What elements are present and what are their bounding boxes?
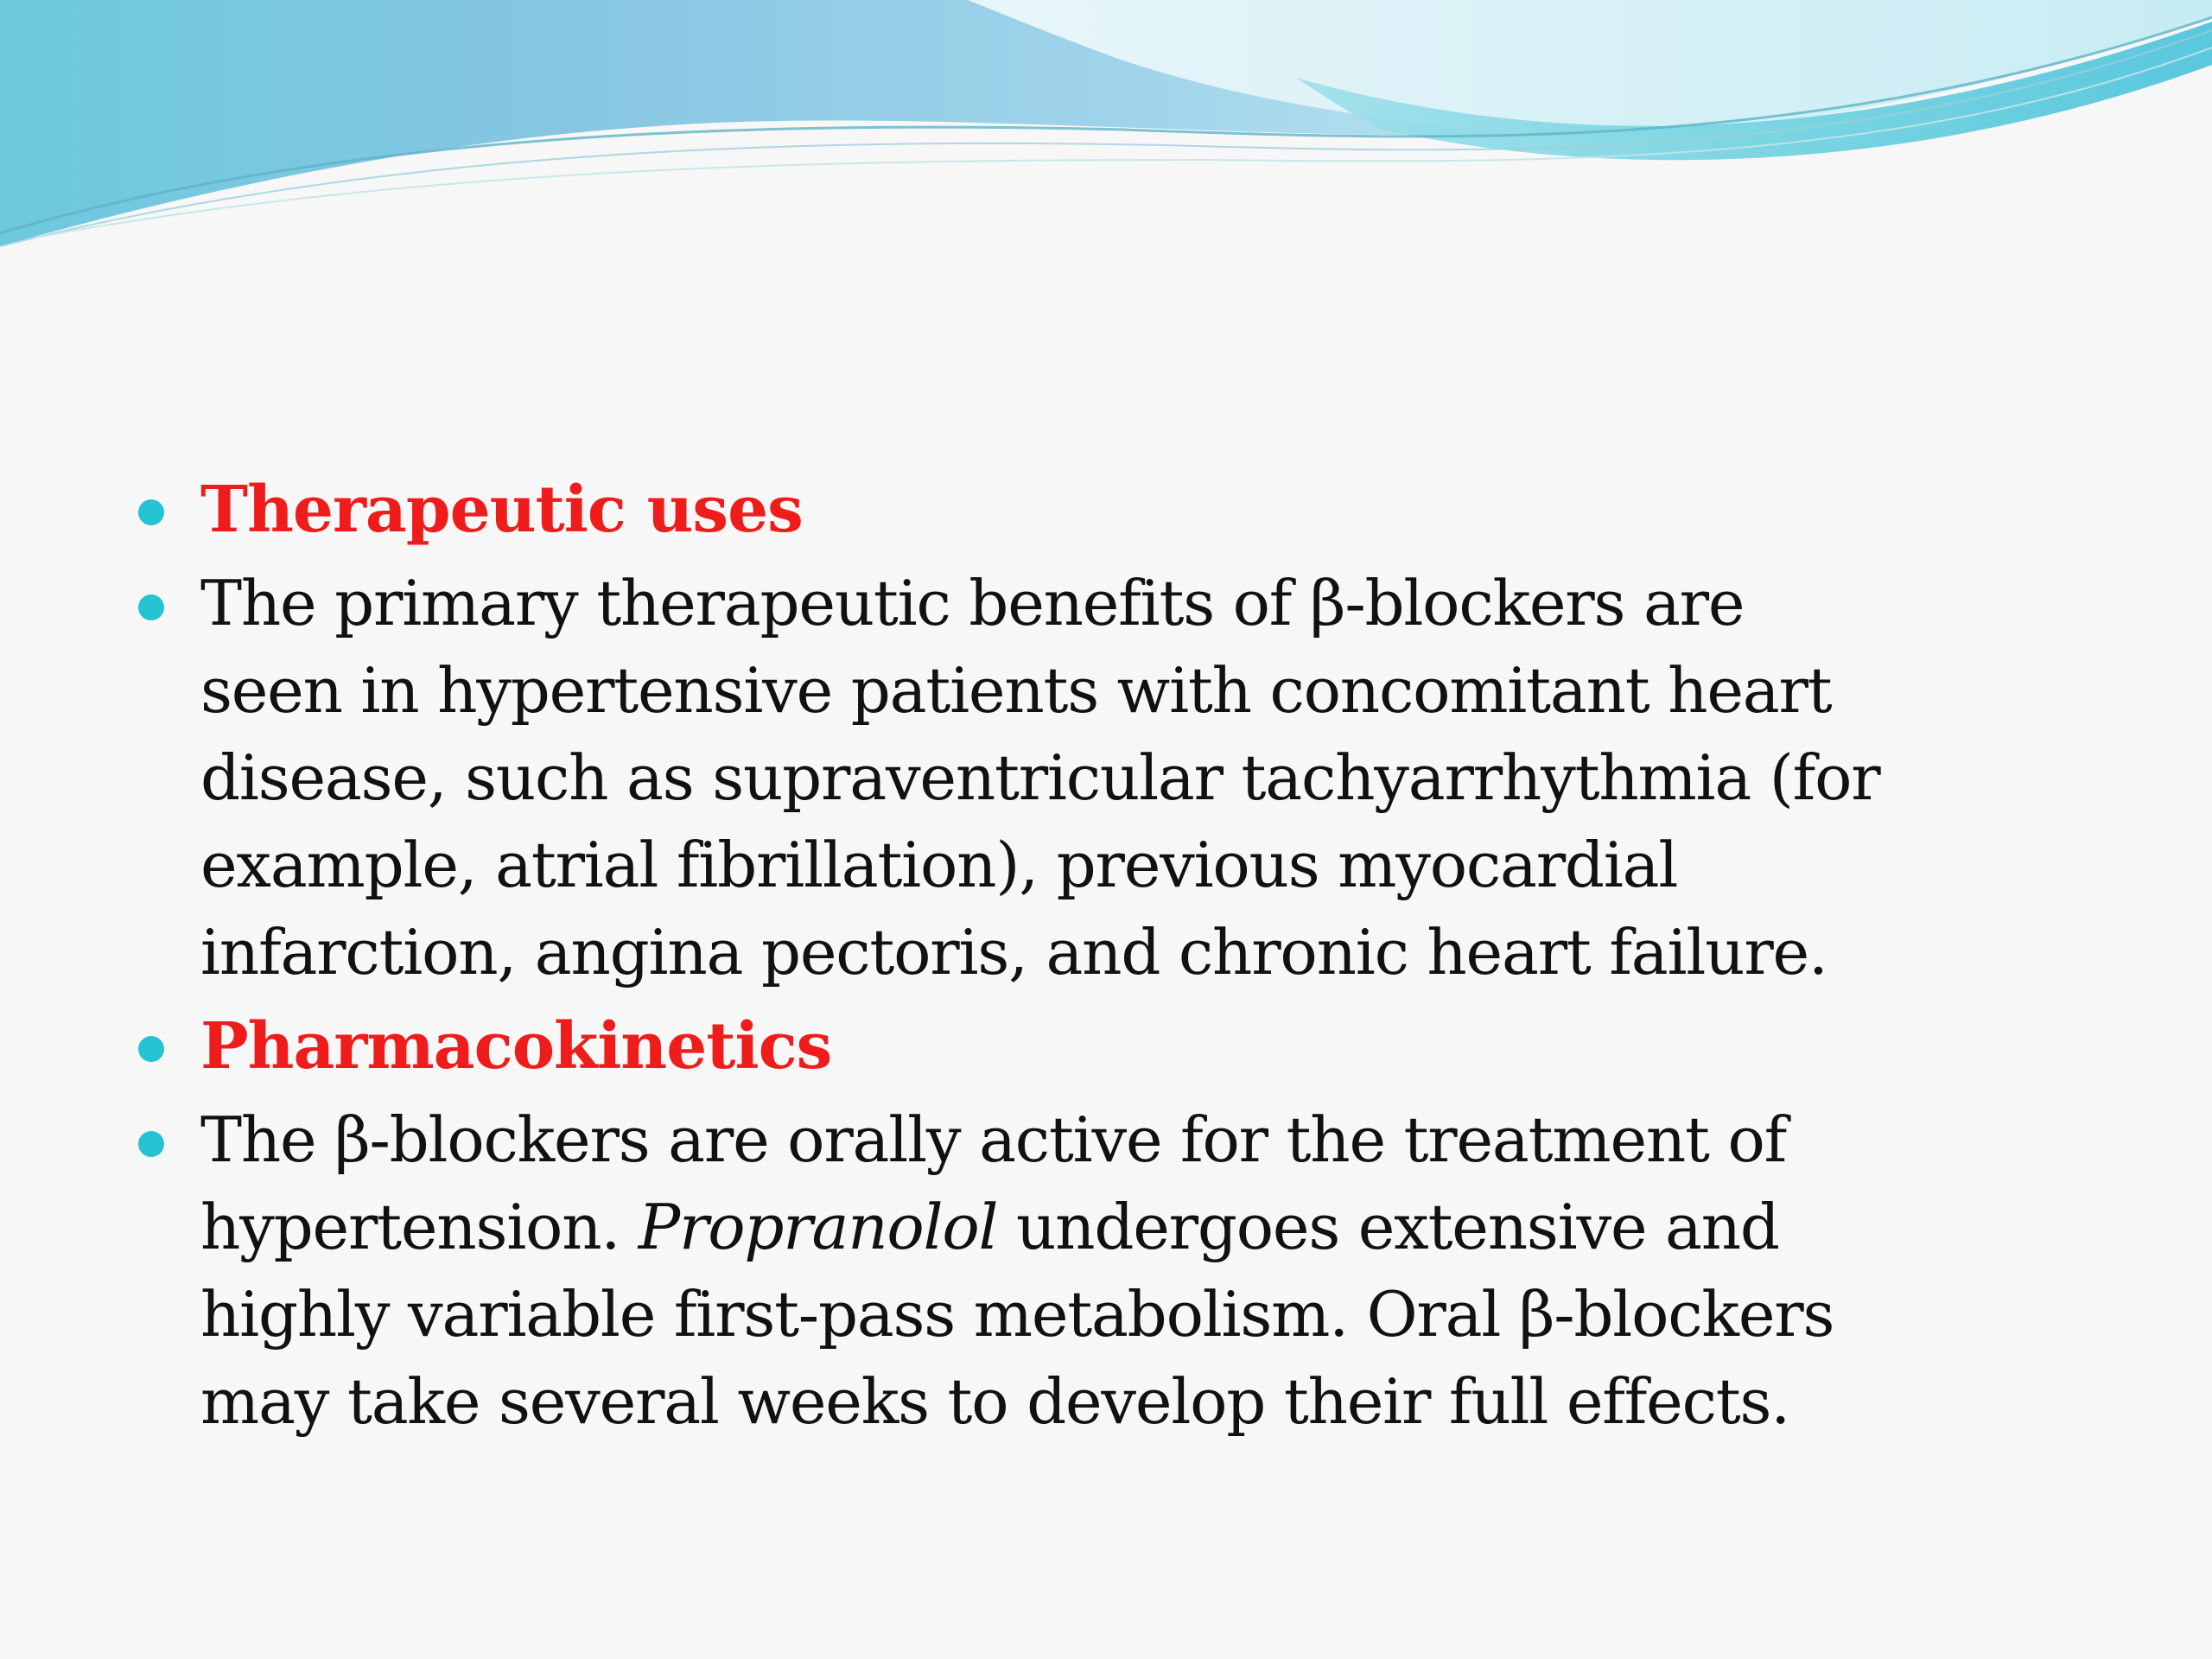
list-item [138,560,2126,996]
pharmacokinetics-paragraph [200,1096,2126,1446]
bullet-icon [138,499,164,525]
bullet-icon [138,1036,164,1062]
therapeutic-uses-paragraph [200,560,2126,996]
bullet-icon [138,1131,164,1157]
paragraph-line: highly variable first-pass metabolism. Oral β-blockers [200,1278,1834,1351]
paragraph-line: The β-blockers are orally active for the treatment of [200,1103,1787,1176]
paragraph-line: may take several weeks to develop their full effects. [200,1365,1789,1438]
list-item [138,1096,2126,1446]
paragraph-line: seen in hypertensive patients with concomitant heart [200,654,1832,727]
list-item [138,1003,2126,1090]
decorative-wave-banner [0,0,2212,259]
drug-name-propranolol: Propranolol [638,1191,998,1263]
paragraph-line [200,1184,2126,1271]
bullet-list [138,467,2126,1452]
section-heading-therapeutic-uses: Therapeutic uses [200,473,803,547]
paragraph-line: example, atrial fibrillation), previous myocardial [200,829,1678,901]
paragraph-line: The primary therapeutic benefits of β-blockers are [200,567,1745,639]
line-text: undergoes extensive and [997,1191,1779,1263]
line-text: hypertension. [200,1191,639,1263]
paragraph-line: disease, such as supraventricular tachyarrhythmia (for [200,741,1880,814]
list-item [138,467,2126,553]
bullet-icon [138,594,164,620]
section-heading-pharmacokinetics: Pharmacokinetics [200,1009,832,1084]
paragraph-line: infarction, angina pectoris, and chronic heart failure. [200,916,1827,988]
